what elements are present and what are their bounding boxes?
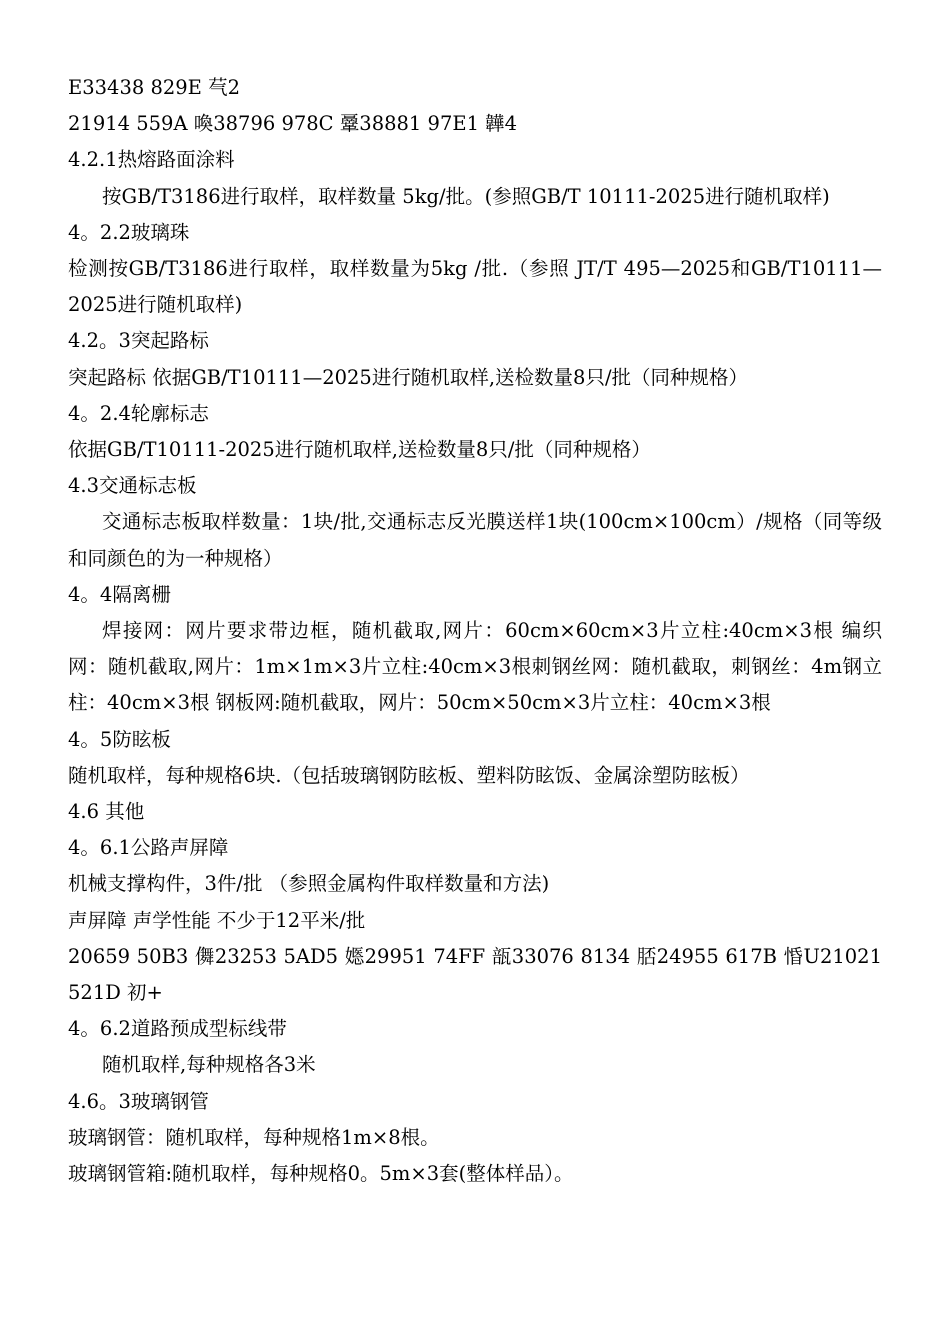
section-heading-4-3: 4.3交通标志板 <box>68 474 197 498</box>
paragraph-fences: 焊接网：网片要求带边框，随机截取,网片：60cm×60cm×3片立柱:40cm×3根 编织网：随机截取,网片：1m×1m×3片立柱:40cm×3根刺钢丝网：随机截取，刺钢丝：4m钢立柱：40cm×3根 钢板网:随机截取，网片：50cm×50cm×3片立柱：40cm×3根 <box>68 619 882 715</box>
paragraph-support-members: 机械支撑构件，3件/批 （参照金属构件取样数量和方法) <box>68 872 550 896</box>
paragraph-frp-pipe: 玻璃钢管：随机取样，每种规格1m×8根。 <box>68 1125 440 1149</box>
document-page <box>68 70 882 1192</box>
paragraph-frp-pipe-box: 玻璃钢管箱:随机取样，每种规格0。5m×3套(整体样品）。 <box>68 1162 574 1186</box>
section-heading-4-2-2: 4。2.2玻璃珠 <box>68 220 190 244</box>
paragraph-hot-melt-coating: 按GB/T3186进行取样，取样数量 5kg/批。(参照GB/T 10111-2025进行随机取样) <box>102 184 830 208</box>
paragraph-glass-beads: 检测按GB/T3186进行取样，取样数量为5kg /批.（参照 JT/T 495—2025和GB/T10111—2025进行随机取样) <box>68 257 882 317</box>
garbled-code-line-2: 21914 559A 喚38796 978C 鞷38881 97E1 韡4 <box>68 112 518 136</box>
garbled-code-line-1: E33438 829E 芞2 <box>68 76 241 99</box>
section-heading-4-5: 4。5防眩板 <box>68 727 171 751</box>
section-heading-4-6-3: 4.6。3玻璃钢管 <box>68 1089 209 1113</box>
section-heading-4-6-1: 4。6.1公路声屏障 <box>68 836 229 860</box>
paragraph-anti-glare: 随机取样，每种规格6块.（包括玻璃钢防眩板、塑料防眩饭、金属涂塑防眩板） <box>68 763 750 787</box>
section-heading-4-2-1: 4.2.1热熔路面涂料 <box>68 148 235 172</box>
section-heading-4-4: 4。4隔离栅 <box>68 582 171 606</box>
section-heading-4-6: 4.6 其他 <box>68 800 145 824</box>
paragraph-marking-tape: 随机取样,每种规格各3米 <box>102 1053 316 1077</box>
paragraph-acoustic: 声屏障 声学性能 不少于12平米/批 <box>68 908 366 932</box>
garbled-code-line-3: 20659 50B3 儛23253 5AD5 嫕29951 74FF 瓿33076 8134 脴24955 617B 惛U21021 521D 初+ <box>68 944 882 1005</box>
paragraph-raised-markers: 突起路标 依据GB/T10111—2025进行随机取样,送检数量8只/批（同种规格） <box>68 365 749 389</box>
paragraph-traffic-signs: 交通标志板取样数量：1块/批,交通标志反光膜送样1块(100cm×100cm）/规格（同等级和同颜色的为一种规格） <box>68 510 882 570</box>
paragraph-delineators: 依据GB/T10111-2025进行随机取样,送检数量8只/批（同种规格） <box>68 438 651 462</box>
section-heading-4-2-4: 4。2.4轮廓标志 <box>68 401 209 425</box>
section-heading-4-2-3: 4.2。3突起路标 <box>68 329 209 353</box>
section-heading-4-6-2: 4。6.2道路预成型标线带 <box>68 1017 287 1041</box>
